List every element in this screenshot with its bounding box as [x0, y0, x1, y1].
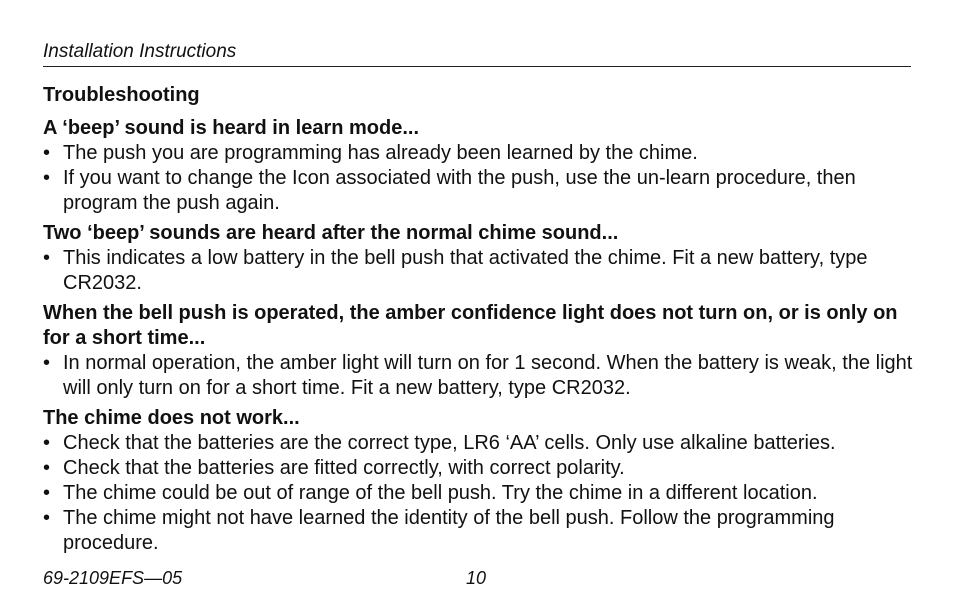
document-number: 69-2109EFS—05 — [43, 568, 183, 588]
issue-list-chime-not-working — [43, 431, 923, 556]
list-item — [43, 506, 923, 556]
bullet-text: The chime might not have learned the identity of the bell push. Follow the programming procedure. — [63, 507, 835, 554]
bullet-text: Check that the batteries are fitted correctly, with correct polarity. — [63, 457, 625, 479]
main-content — [43, 82, 923, 556]
list-item — [43, 166, 923, 216]
bullet-text: The chime could be out of range of the bell push. Try the chime in a different location. — [63, 482, 818, 504]
bullet-marker: • — [43, 167, 51, 189]
bullet-text: The push you are programming has already been learned by the chime. — [63, 142, 698, 164]
bullet-marker: • — [43, 482, 51, 504]
bullet-marker: • — [43, 507, 51, 529]
bullet-marker: • — [43, 247, 51, 269]
bullet-text: This indicates a low battery in the bell push that activated the chime. Fit a new battery, type CR2032. — [63, 247, 868, 294]
page-number: 10 — [466, 568, 487, 588]
list-item — [43, 246, 923, 296]
running-header: Installation Instructions — [43, 41, 237, 62]
bullet-marker: • — [43, 352, 51, 374]
issue-heading-learn-beep: A ‘beep’ sound is heard in learn mode... — [43, 117, 420, 139]
list-item — [43, 456, 923, 481]
bullet-marker: • — [43, 457, 51, 479]
bullet-text: If you want to change the Icon associated with the push, use the un-learn procedure, then program the push again. — [63, 167, 856, 214]
bullet-marker: • — [43, 142, 51, 164]
header-rule — [43, 66, 911, 67]
section-title: Troubleshooting — [43, 84, 200, 106]
list-item — [43, 351, 923, 401]
issue-list-learn-beep — [43, 141, 923, 216]
issue-list-two-beeps — [43, 246, 923, 296]
bullet-text: In normal operation, the amber light will turn on for 1 second. When the battery is weak, the light will only turn on for a short time. Fit a new battery, type CR2032. — [63, 352, 913, 399]
list-item — [43, 481, 923, 506]
issue-heading-two-beeps: Two ‘beep’ sounds are heard after the normal chime sound... — [43, 222, 619, 244]
issue-heading-chime-not-working: The chime does not work... — [43, 407, 300, 429]
issue-list-amber-light — [43, 351, 923, 401]
bullet-marker: • — [43, 432, 51, 454]
list-item — [43, 431, 923, 456]
bullet-text: Check that the batteries are the correct type, LR6 ‘AA’ cells. Only use alkaline batteries. — [63, 432, 836, 454]
issue-heading-amber-light: When the bell push is operated, the amber confidence light does not turn on, or is only on for a short time... — [43, 302, 898, 349]
list-item — [43, 141, 923, 166]
